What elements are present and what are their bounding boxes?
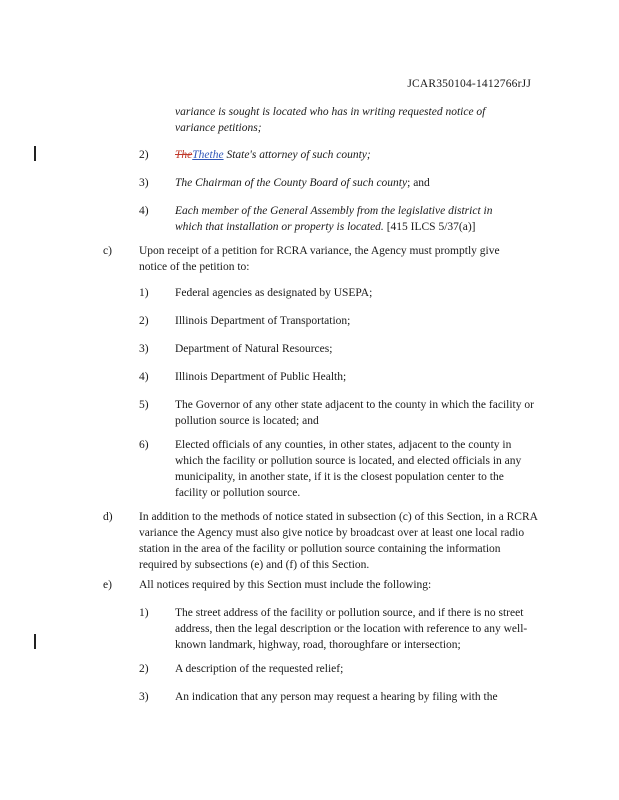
citation-text: [415 ILCS 5/37(a)] [383,221,476,233]
list-item: An indication that any person may request a hearing by filing with the [175,691,498,703]
item-text: ; and [407,177,430,189]
item-number: 2) [139,315,149,327]
list-item [175,175,535,191]
list-item: A description of the requested relief; [175,663,344,675]
item-text-italic: Each member of the General Assembly from the legislative district in which that installation or property is located. [175,205,493,233]
document-id-header: JCAR350104-1412766rJJ [407,78,531,90]
section-intro: All notices required by this Section must include the following: [139,579,432,591]
item-number: 1) [139,287,149,299]
revision-bar [34,146,36,161]
item-text: State's attorney of such county; [223,149,371,161]
item-number: 4) [139,205,149,217]
list-item [175,203,520,235]
item-number: 1) [139,607,149,619]
item-number: 3) [139,691,149,703]
inserted-text: Thethe [192,149,224,161]
item-number: 2) [139,663,149,675]
item-number: 2) [139,149,149,161]
section-label: c) [103,245,112,257]
section-label: e) [103,579,112,591]
continuation-paragraph: variance is sought is located who has in writing requested notice of variance petitions; [175,106,486,134]
revision-bar [34,634,36,649]
list-item: Department of Natural Resources; [175,343,333,355]
list-item: The street address of the facility or pollution source, and if there is no street address, then the legal description or the location with reference to any well- known landmark, highway, road, thoroughfare or intersection; [175,607,528,651]
item-number: 6) [139,439,149,451]
item-text-italic: The Chairman of the County Board of such county [175,177,408,189]
list-item: Illinois Department of Public Health; [175,371,347,383]
list-item: Federal agencies as designated by USEPA; [175,287,373,299]
list-item: Illinois Department of Transportation; [175,315,351,327]
item-number: 3) [139,343,149,355]
list-item: Elected officials of any counties, in other states, adjacent to the county in which the facility or pollution source is located, and elected officials in any municipality, in another state, if it is the closest population center to the facility or pollution source. [175,439,522,499]
list-item [175,147,535,163]
item-number: 3) [139,177,149,189]
section-label: d) [103,511,113,523]
section-paragraph: In addition to the methods of notice stated in subsection (c) of this Section, in a RCRA variance the Agency must also give notice by broadcast over at least one local radio station in the area of the facility or pollution source containing the information required by subsections (e) and (f) of this Section. [139,511,538,571]
section-intro: Upon receipt of a petition for RCRA variance, the Agency must promptly give notice of the petition to: [139,245,500,273]
item-number: 4) [139,371,149,383]
deleted-text: The [175,149,193,161]
item-number: 5) [139,399,149,411]
list-item: The Governor of any other state adjacent to the county in which the facility or pollution source is located; and [175,399,534,427]
